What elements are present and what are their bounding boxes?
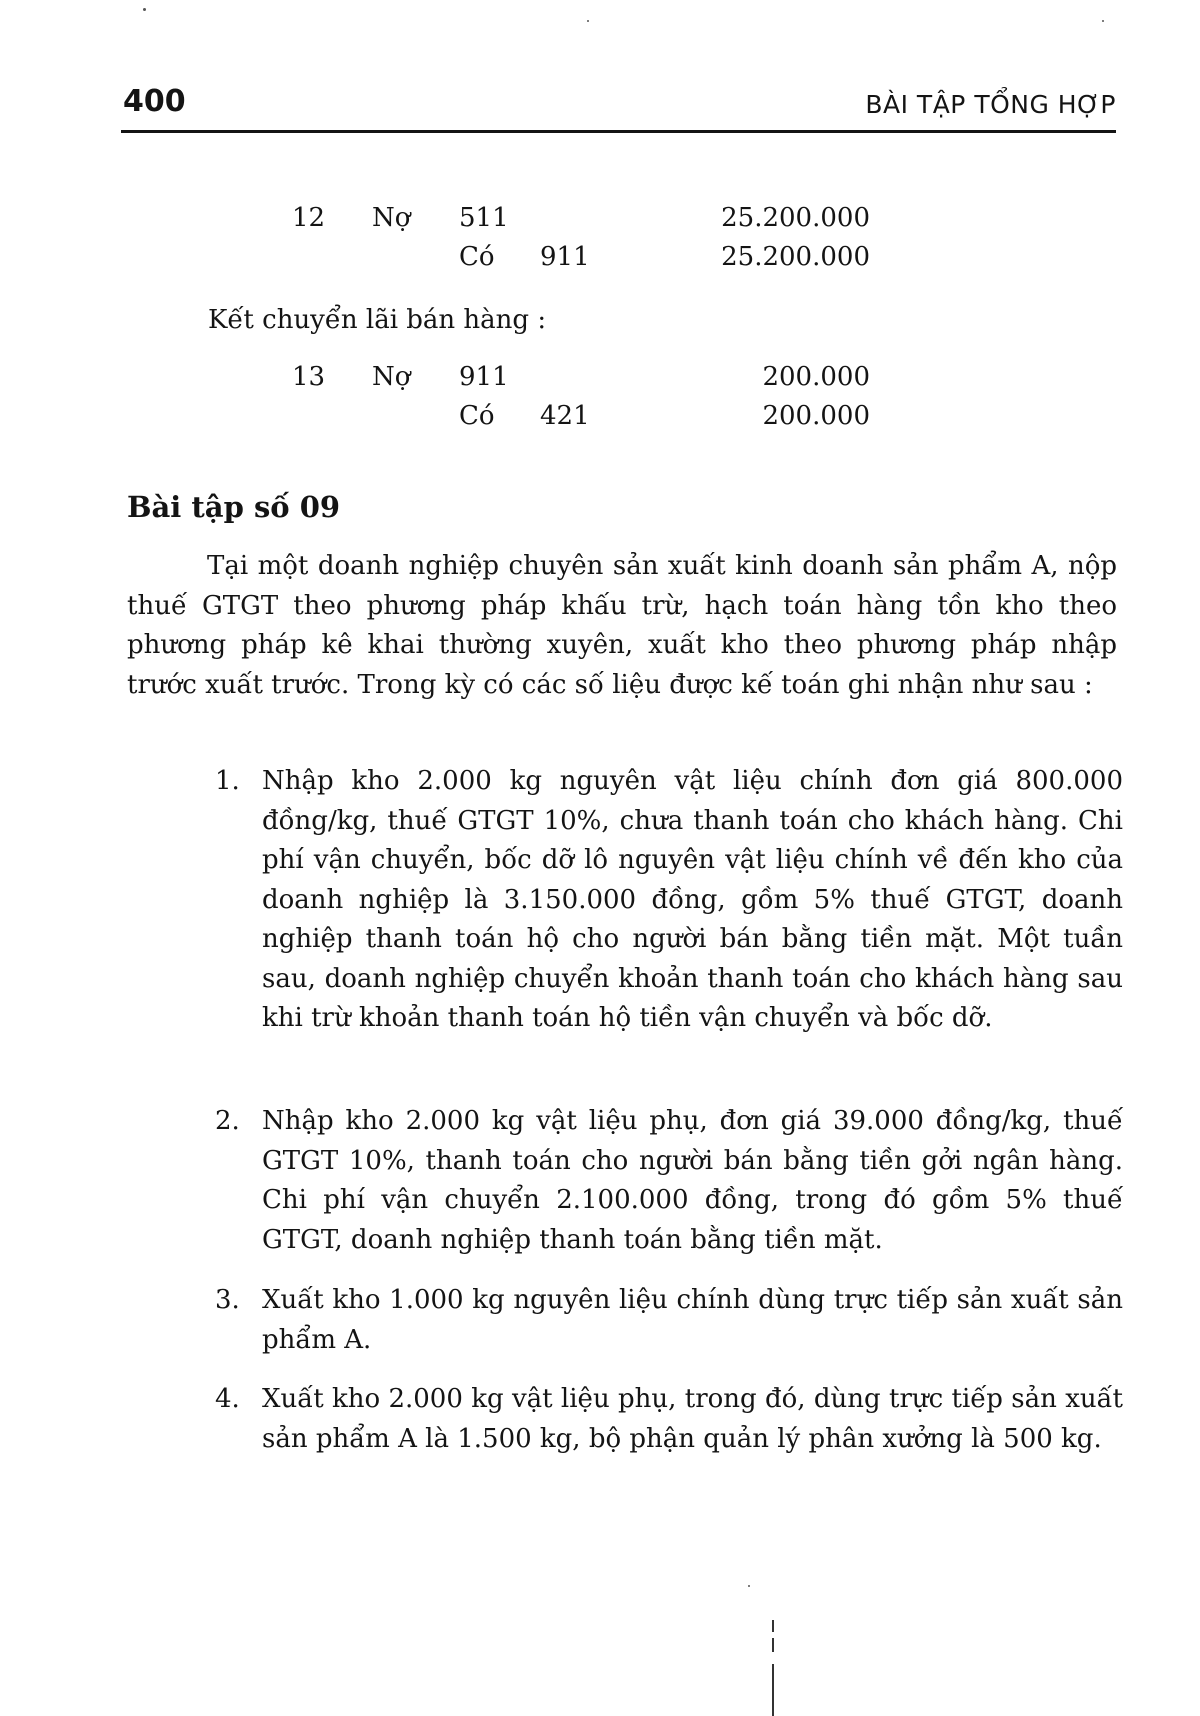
list-item <box>215 1380 1123 1459</box>
credit-account: 911 <box>540 242 590 272</box>
entry-number: 12 <box>292 203 326 233</box>
running-header: BÀI TẬP TỔNG HỢP <box>865 90 1116 119</box>
credit-label: Có <box>459 242 495 272</box>
intro-paragraph: Tại một doanh nghiệp chuyên sản xuất kinh doanh sản phẩm A, nộp thuế GTGT theo phương pháp khấu trừ, hạch toán hàng tồn kho theo phương pháp kê khai thường xuyên, xuất kho theo phương pháp nhập trước xuất trước. Trong kỳ có các số liệu được kế toán ghi nhận như sau : <box>127 551 1117 700</box>
list-item <box>215 1281 1123 1360</box>
item-marker: 2. <box>215 1106 240 1136</box>
debit-label: Nợ <box>372 362 411 392</box>
debit-label: Nợ <box>372 203 411 233</box>
item-text: Xuất kho 2.000 kg vật liệu phụ, trong đó, dùng trực tiếp sản xuất sản phẩm A là 1.500 kg, bộ phận quản lý phân xưởng là 500 kg. <box>262 1384 1123 1454</box>
transfer-label: Kết chuyển lãi bán hàng : <box>208 305 547 335</box>
scan-line <box>772 1638 774 1652</box>
credit-label: Có <box>459 401 495 431</box>
debit-amount: 25.200.000 <box>721 203 870 233</box>
credit-amount: 200.000 <box>762 401 870 431</box>
header-rule <box>121 130 1116 133</box>
list-item <box>215 762 1123 1039</box>
debit-amount: 200.000 <box>762 362 870 392</box>
debit-account: 511 <box>459 203 509 233</box>
entry-number: 13 <box>292 362 326 392</box>
journal-row <box>0 242 1200 278</box>
journal-row <box>0 401 1200 437</box>
credit-account: 421 <box>540 401 590 431</box>
exercise-title: Bài tập số 09 <box>127 490 341 524</box>
item-text: Nhập kho 2.000 kg nguyên vật liệu chính đơn giá 800.000 đồng/kg, thuế GTGT 10%, chưa thanh toán cho khách hàng. Chi phí vận chuyển, bốc dỡ lô nguyên vật liệu chính về đến kho của doanh nghiệp là 3.150.000 đồng, gồm 5% thuế GTGT, doanh nghiệp thanh toán hộ cho người bán bằng tiền mặt. Một tuần sau, doanh nghiệp chuyển khoản thanh toán cho khách hàng sau khi trừ khoản thanh toán hộ tiền vận chuyển và bốc dỡ. <box>262 766 1123 1033</box>
credit-amount: 25.200.000 <box>721 242 870 272</box>
journal-row <box>0 203 1200 239</box>
journal-row <box>0 362 1200 398</box>
scan-speck <box>587 20 589 22</box>
scan-line <box>772 1620 774 1632</box>
debit-account: 911 <box>459 362 509 392</box>
item-marker: 3. <box>215 1285 240 1315</box>
item-text: Nhập kho 2.000 kg vật liệu phụ, đơn giá 39.000 đồng/kg, thuế GTGT 10%, thanh toán cho người bán bằng tiền gởi ngân hàng. Chi phí vận chuyển 2.100.000 đồng, trong đó gồm 5% thuế GTGT, doanh nghiệp thanh toán bằng tiền mặt. <box>262 1106 1123 1255</box>
scan-speck <box>1102 20 1104 22</box>
item-marker: 4. <box>215 1384 240 1414</box>
item-text: Xuất kho 1.000 kg nguyên liệu chính dùng trực tiếp sản xuất sản phẩm A. <box>262 1285 1123 1355</box>
scan-line <box>772 1664 774 1716</box>
scan-speck <box>143 8 146 11</box>
page-number: 400 <box>123 84 186 119</box>
list-item <box>215 1102 1123 1260</box>
scan-speck <box>748 1585 750 1587</box>
item-marker: 1. <box>215 766 240 796</box>
